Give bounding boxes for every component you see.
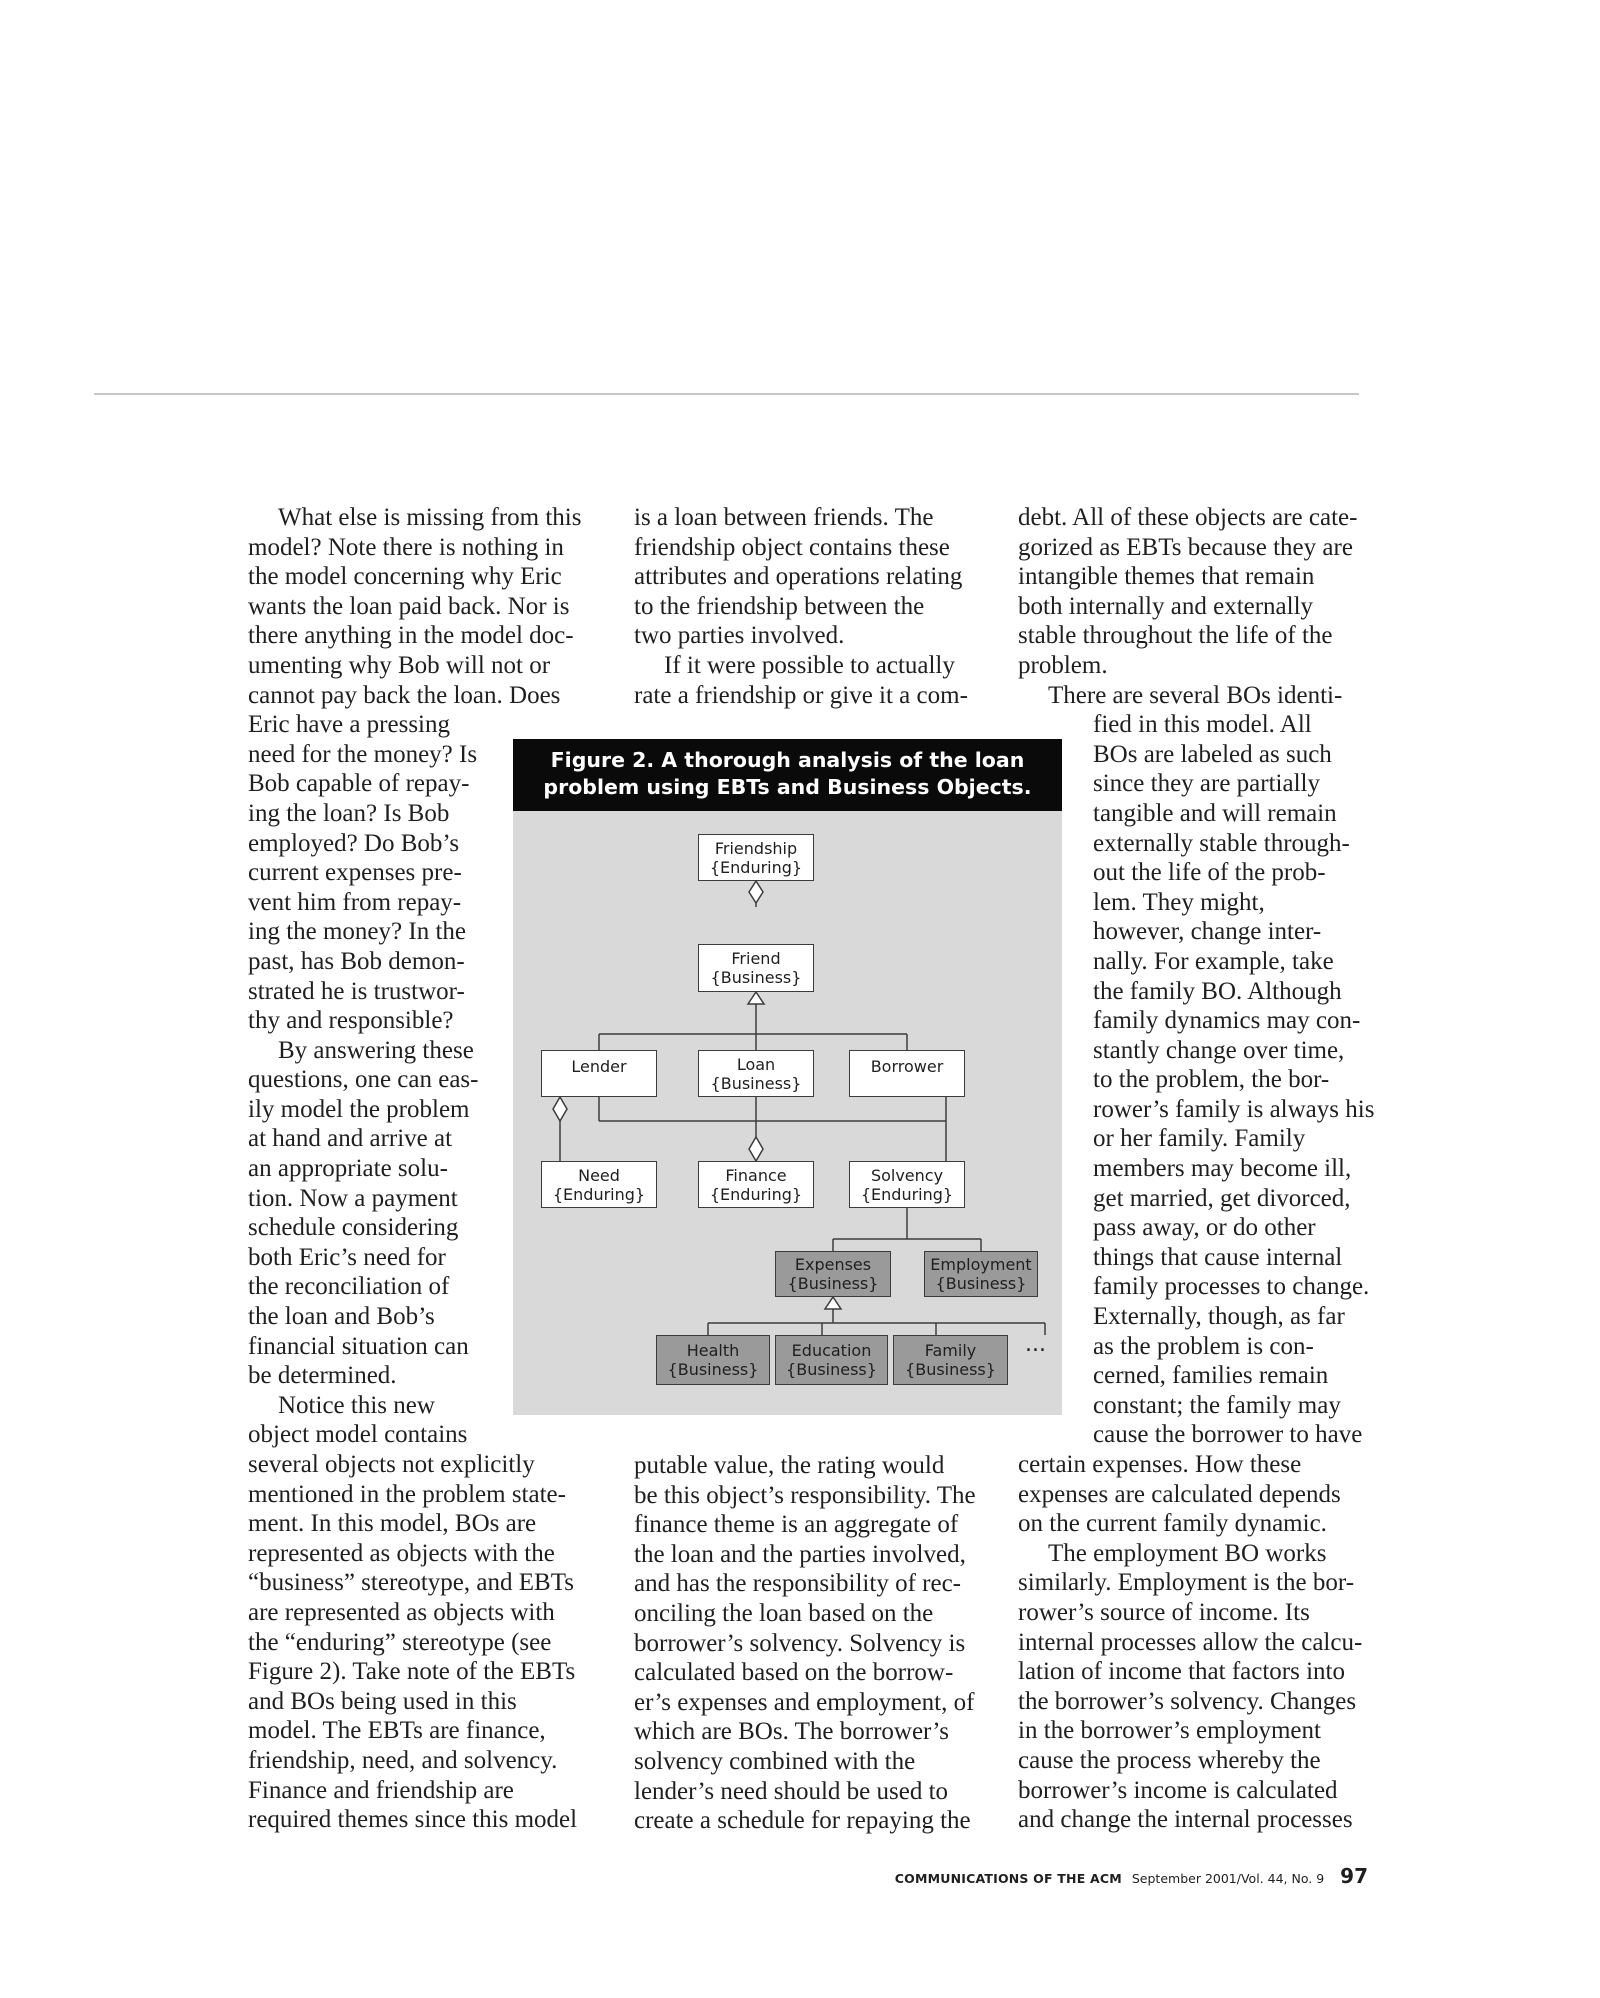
- box-friend-stereotype: {Business}: [710, 968, 802, 987]
- text-line: family processes to change.: [1093, 1273, 1370, 1301]
- text-line: cerned, families remain: [1093, 1362, 1329, 1390]
- box-family-stereotype: {Business}: [905, 1360, 996, 1379]
- footer-journal: COMMUNICATIONS OF THE ACM: [894, 1871, 1122, 1886]
- box-health: [656, 1335, 770, 1385]
- text-line: the model concerning why Eric: [248, 563, 562, 591]
- text-line: both internally and externally: [1018, 592, 1314, 620]
- box-family-name: Family: [924, 1341, 977, 1360]
- text-line: debt. All of these objects are cate-: [1018, 504, 1358, 531]
- text-line: vent him from repay-: [248, 888, 462, 916]
- text-line: putable value, the rating would: [634, 1452, 945, 1479]
- text-line: an appropriate solu-: [248, 1155, 448, 1183]
- text-line: The employment BO works: [1048, 1539, 1327, 1567]
- text-line: nally. For example, take: [1093, 947, 1334, 975]
- header-rule: [94, 393, 1359, 395]
- text-line: create a schedule for repaying the: [634, 1807, 971, 1835]
- text-line: employed? Do Bob’s: [248, 829, 460, 857]
- text-line: onciling the loan based on the: [634, 1599, 934, 1627]
- text-line: which are BOs. The borrower’s: [634, 1718, 949, 1746]
- box-solvency-name: Solvency: [870, 1165, 944, 1185]
- text-line: fied in this model. All: [1093, 711, 1312, 739]
- text-line: mentioned in the problem state-: [248, 1480, 566, 1508]
- text-line: represented as objects with the: [248, 1539, 555, 1567]
- text-line: and has the responsibility of rec-: [634, 1570, 961, 1598]
- text-line: If it were possible to actually: [664, 651, 955, 679]
- text-line: questions, one can eas-: [248, 1066, 479, 1094]
- text-line: the borrower’s solvency. Changes: [1018, 1687, 1357, 1715]
- text-line: and BOs being used in this: [248, 1687, 517, 1715]
- box-finance-name: Finance: [725, 1165, 787, 1185]
- figure-caption-line-1: Figure 2. A thorough analysis of the loan: [550, 748, 1025, 772]
- box-expenses-name: Expenses: [794, 1255, 872, 1274]
- text-line: cause the process whereby the: [1018, 1746, 1321, 1774]
- column-2-top: [634, 503, 968, 710]
- text-line: intangible themes that remain: [1018, 563, 1315, 591]
- text-line: internal processes allow the calcu-: [1018, 1628, 1363, 1656]
- text-line: solvency combined with the: [634, 1747, 916, 1775]
- text-line: rower’s family is always his: [1093, 1095, 1375, 1123]
- box-employment: [924, 1251, 1038, 1297]
- text-line: gorized as EBTs because they are: [1018, 533, 1353, 561]
- text-line: both Eric’s need for: [248, 1243, 446, 1271]
- box-friendship-stereotype: {Enduring}: [709, 857, 803, 877]
- generalization-triangle-icon: [748, 992, 764, 1004]
- box-family: [893, 1335, 1008, 1385]
- text-line: pass away, or do other: [1093, 1214, 1316, 1242]
- text-line: lation of income that factors into: [1018, 1658, 1345, 1686]
- figure-2: [513, 739, 1062, 1415]
- text-line: the “enduring” stereotype (see: [248, 1628, 552, 1656]
- text-line: ing the money? In the: [248, 918, 466, 946]
- box-expenses: [775, 1251, 891, 1297]
- text-line: attributes and operations relating: [634, 563, 963, 591]
- text-line: since they are partially: [1093, 770, 1320, 798]
- text-line: thy and responsible?: [248, 1007, 454, 1035]
- text-line: umenting why Bob will not or: [248, 651, 551, 679]
- text-line: need for the money? Is: [248, 740, 478, 768]
- text-line: Bob capable of repay-: [248, 770, 470, 798]
- column-2-bottom: [634, 1451, 976, 1836]
- text-line: finance theme is an aggregate of: [634, 1511, 959, 1539]
- text-line: get married, get divorced,: [1093, 1184, 1351, 1212]
- text-line: at hand and arrive at: [248, 1125, 453, 1153]
- text-line: externally stable through-: [1093, 829, 1350, 857]
- box-borrower-name: Borrower: [870, 1057, 944, 1076]
- box-expenses-stereotype: {Business}: [787, 1274, 879, 1293]
- text-line: in the borrower’s employment: [1018, 1717, 1321, 1745]
- text-line: stantly change over time,: [1093, 1036, 1345, 1064]
- text-line: problem.: [1018, 651, 1108, 679]
- text-line: the loan and Bob’s: [248, 1303, 435, 1331]
- text-line: Finance and friendship are: [248, 1776, 514, 1804]
- text-line: lender’s need should be used to: [634, 1777, 949, 1805]
- text-line: financial situation can: [248, 1332, 469, 1360]
- text-line: past, has Bob demon-: [248, 947, 465, 975]
- text-line: or her family. Family: [1093, 1125, 1306, 1153]
- text-line: is a loan between friends. The: [634, 504, 934, 531]
- box-friend: [698, 944, 814, 992]
- text-line: the family BO. Although: [1093, 977, 1342, 1005]
- text-line: stable throughout the life of the: [1018, 622, 1333, 650]
- box-solvency-stereotype: {Enduring}: [860, 1184, 954, 1204]
- more-subclasses-ellipsis: ...: [1025, 1332, 1046, 1357]
- text-line: wants the loan paid back. Nor is: [248, 592, 570, 620]
- text-line: model? Note there is nothing in: [248, 533, 564, 561]
- text-line: there anything in the model doc-: [248, 622, 574, 650]
- box-loan-name: Loan: [736, 1054, 776, 1074]
- text-line: borrower’s income is calculated: [1018, 1776, 1338, 1804]
- box-education: [775, 1335, 888, 1385]
- box-need: [541, 1161, 657, 1208]
- text-line: and change the internal processes: [1018, 1806, 1353, 1834]
- text-line: constant; the family may: [1093, 1391, 1341, 1419]
- aggregation-diamond-icon: [553, 1097, 567, 1121]
- box-health-stereotype: {Business}: [667, 1360, 759, 1379]
- page-footer: [895, 1864, 1368, 1888]
- text-line: strated he is trustwor-: [248, 977, 465, 1005]
- box-lender-name: Lender: [571, 1057, 627, 1076]
- text-line: model. The EBTs are finance,: [248, 1717, 546, 1745]
- text-line: Notice this new: [278, 1391, 435, 1419]
- box-friend-name: Friend: [731, 949, 781, 968]
- text-line: tangible and will remain: [1093, 799, 1337, 827]
- box-employment-stereotype: {Business}: [935, 1274, 1027, 1293]
- text-line: family dynamics may con-: [1093, 1007, 1361, 1035]
- aggregation-diamond-icon: [749, 1137, 763, 1161]
- text-line: to the problem, the bor-: [1093, 1066, 1330, 1094]
- text-line: ing the loan? Is Bob: [248, 799, 450, 827]
- text-line: object model contains: [248, 1421, 468, 1449]
- text-line: Externally, though, as far: [1093, 1303, 1345, 1331]
- text-line: ment. In this model, BOs are: [248, 1510, 537, 1538]
- text-line: similarly. Employment is the bor-: [1018, 1569, 1355, 1597]
- text-line: By answering these: [278, 1036, 474, 1064]
- column-3: [1018, 503, 1374, 1835]
- text-line: rower’s source of income. Its: [1018, 1598, 1310, 1626]
- box-need-stereotype: {Enduring}: [552, 1184, 646, 1204]
- text-line: cannot pay back the loan. Does: [248, 681, 561, 709]
- text-line: ily model the problem: [248, 1095, 470, 1123]
- text-line: “business” stereotype, and EBTs: [248, 1569, 574, 1597]
- text-line: to the friendship between the: [634, 592, 925, 620]
- text-line: Figure 2). Take note of the EBTs: [248, 1658, 576, 1686]
- box-need-name: Need: [578, 1165, 620, 1185]
- text-line: expenses are calculated depends: [1018, 1480, 1341, 1508]
- box-health-name: Health: [686, 1341, 740, 1360]
- aggregation-diamond-icon: [749, 881, 763, 903]
- box-employment-name: Employment: [930, 1255, 1032, 1274]
- text-line: the loan and the parties involved,: [634, 1540, 966, 1568]
- text-line: things that cause internal: [1093, 1243, 1343, 1271]
- text-line: the reconciliation of: [248, 1273, 450, 1301]
- text-line: out the life of the prob-: [1093, 859, 1326, 887]
- box-borrower: [849, 1050, 965, 1097]
- text-line: two parties involved.: [634, 622, 845, 650]
- text-line: however, change inter-: [1093, 918, 1322, 946]
- box-finance-stereotype: {Enduring}: [709, 1184, 803, 1204]
- text-line: several objects not explicitly: [248, 1451, 535, 1478]
- text-line: rate a friendship or give it a com-: [634, 681, 968, 709]
- text-line: lem. They might,: [1093, 888, 1265, 916]
- box-friendship: [698, 834, 814, 881]
- text-line: are represented as objects with: [248, 1598, 555, 1626]
- box-education-name: Education: [791, 1341, 872, 1360]
- text-line: on the current family dynamic.: [1018, 1510, 1327, 1538]
- text-line: members may become ill,: [1093, 1155, 1352, 1183]
- text-line: schedule considering: [248, 1214, 459, 1242]
- text-line: required themes since this model: [248, 1806, 578, 1834]
- text-line: er’s expenses and employment, of: [634, 1688, 975, 1716]
- text-line: be this object’s responsibility. The: [634, 1481, 976, 1509]
- figure-caption-line-2: problem using EBTs and Business Objects.: [543, 775, 1032, 799]
- text-line: cause the borrower to have: [1093, 1421, 1363, 1449]
- footer-issue: September 2001/Vol. 44, No. 9: [1131, 1871, 1325, 1886]
- text-line: tion. Now a payment: [248, 1184, 458, 1212]
- text-line: be determined.: [248, 1362, 397, 1390]
- box-education-stereotype: {Business}: [786, 1360, 877, 1379]
- box-friendship-name: Friendship: [714, 838, 798, 858]
- box-solvency: [849, 1161, 965, 1208]
- text-line: What else is missing from this: [278, 504, 582, 531]
- text-line: current expenses pre-: [248, 859, 462, 887]
- text-line: borrower’s solvency. Solvency is: [634, 1629, 966, 1657]
- box-loan: [698, 1050, 814, 1097]
- text-line: Eric have a pressing: [248, 711, 451, 739]
- box-finance: [698, 1161, 814, 1208]
- generalization-triangle-icon: [825, 1297, 841, 1309]
- text-line: as the problem is con-: [1093, 1332, 1314, 1360]
- text-line: friendship, need, and solvency.: [248, 1746, 558, 1774]
- text-line: BOs are labeled as such: [1093, 740, 1332, 768]
- text-line: friendship object contains these: [634, 533, 950, 561]
- page-number: 97: [1340, 1864, 1368, 1888]
- text-line: certain expenses. How these: [1018, 1451, 1302, 1478]
- box-lender: [541, 1050, 657, 1097]
- text-line: There are several BOs identi-: [1048, 681, 1343, 709]
- text-line: calculated based on the borrow-: [634, 1659, 954, 1687]
- box-loan-stereotype: {Business}: [710, 1073, 802, 1093]
